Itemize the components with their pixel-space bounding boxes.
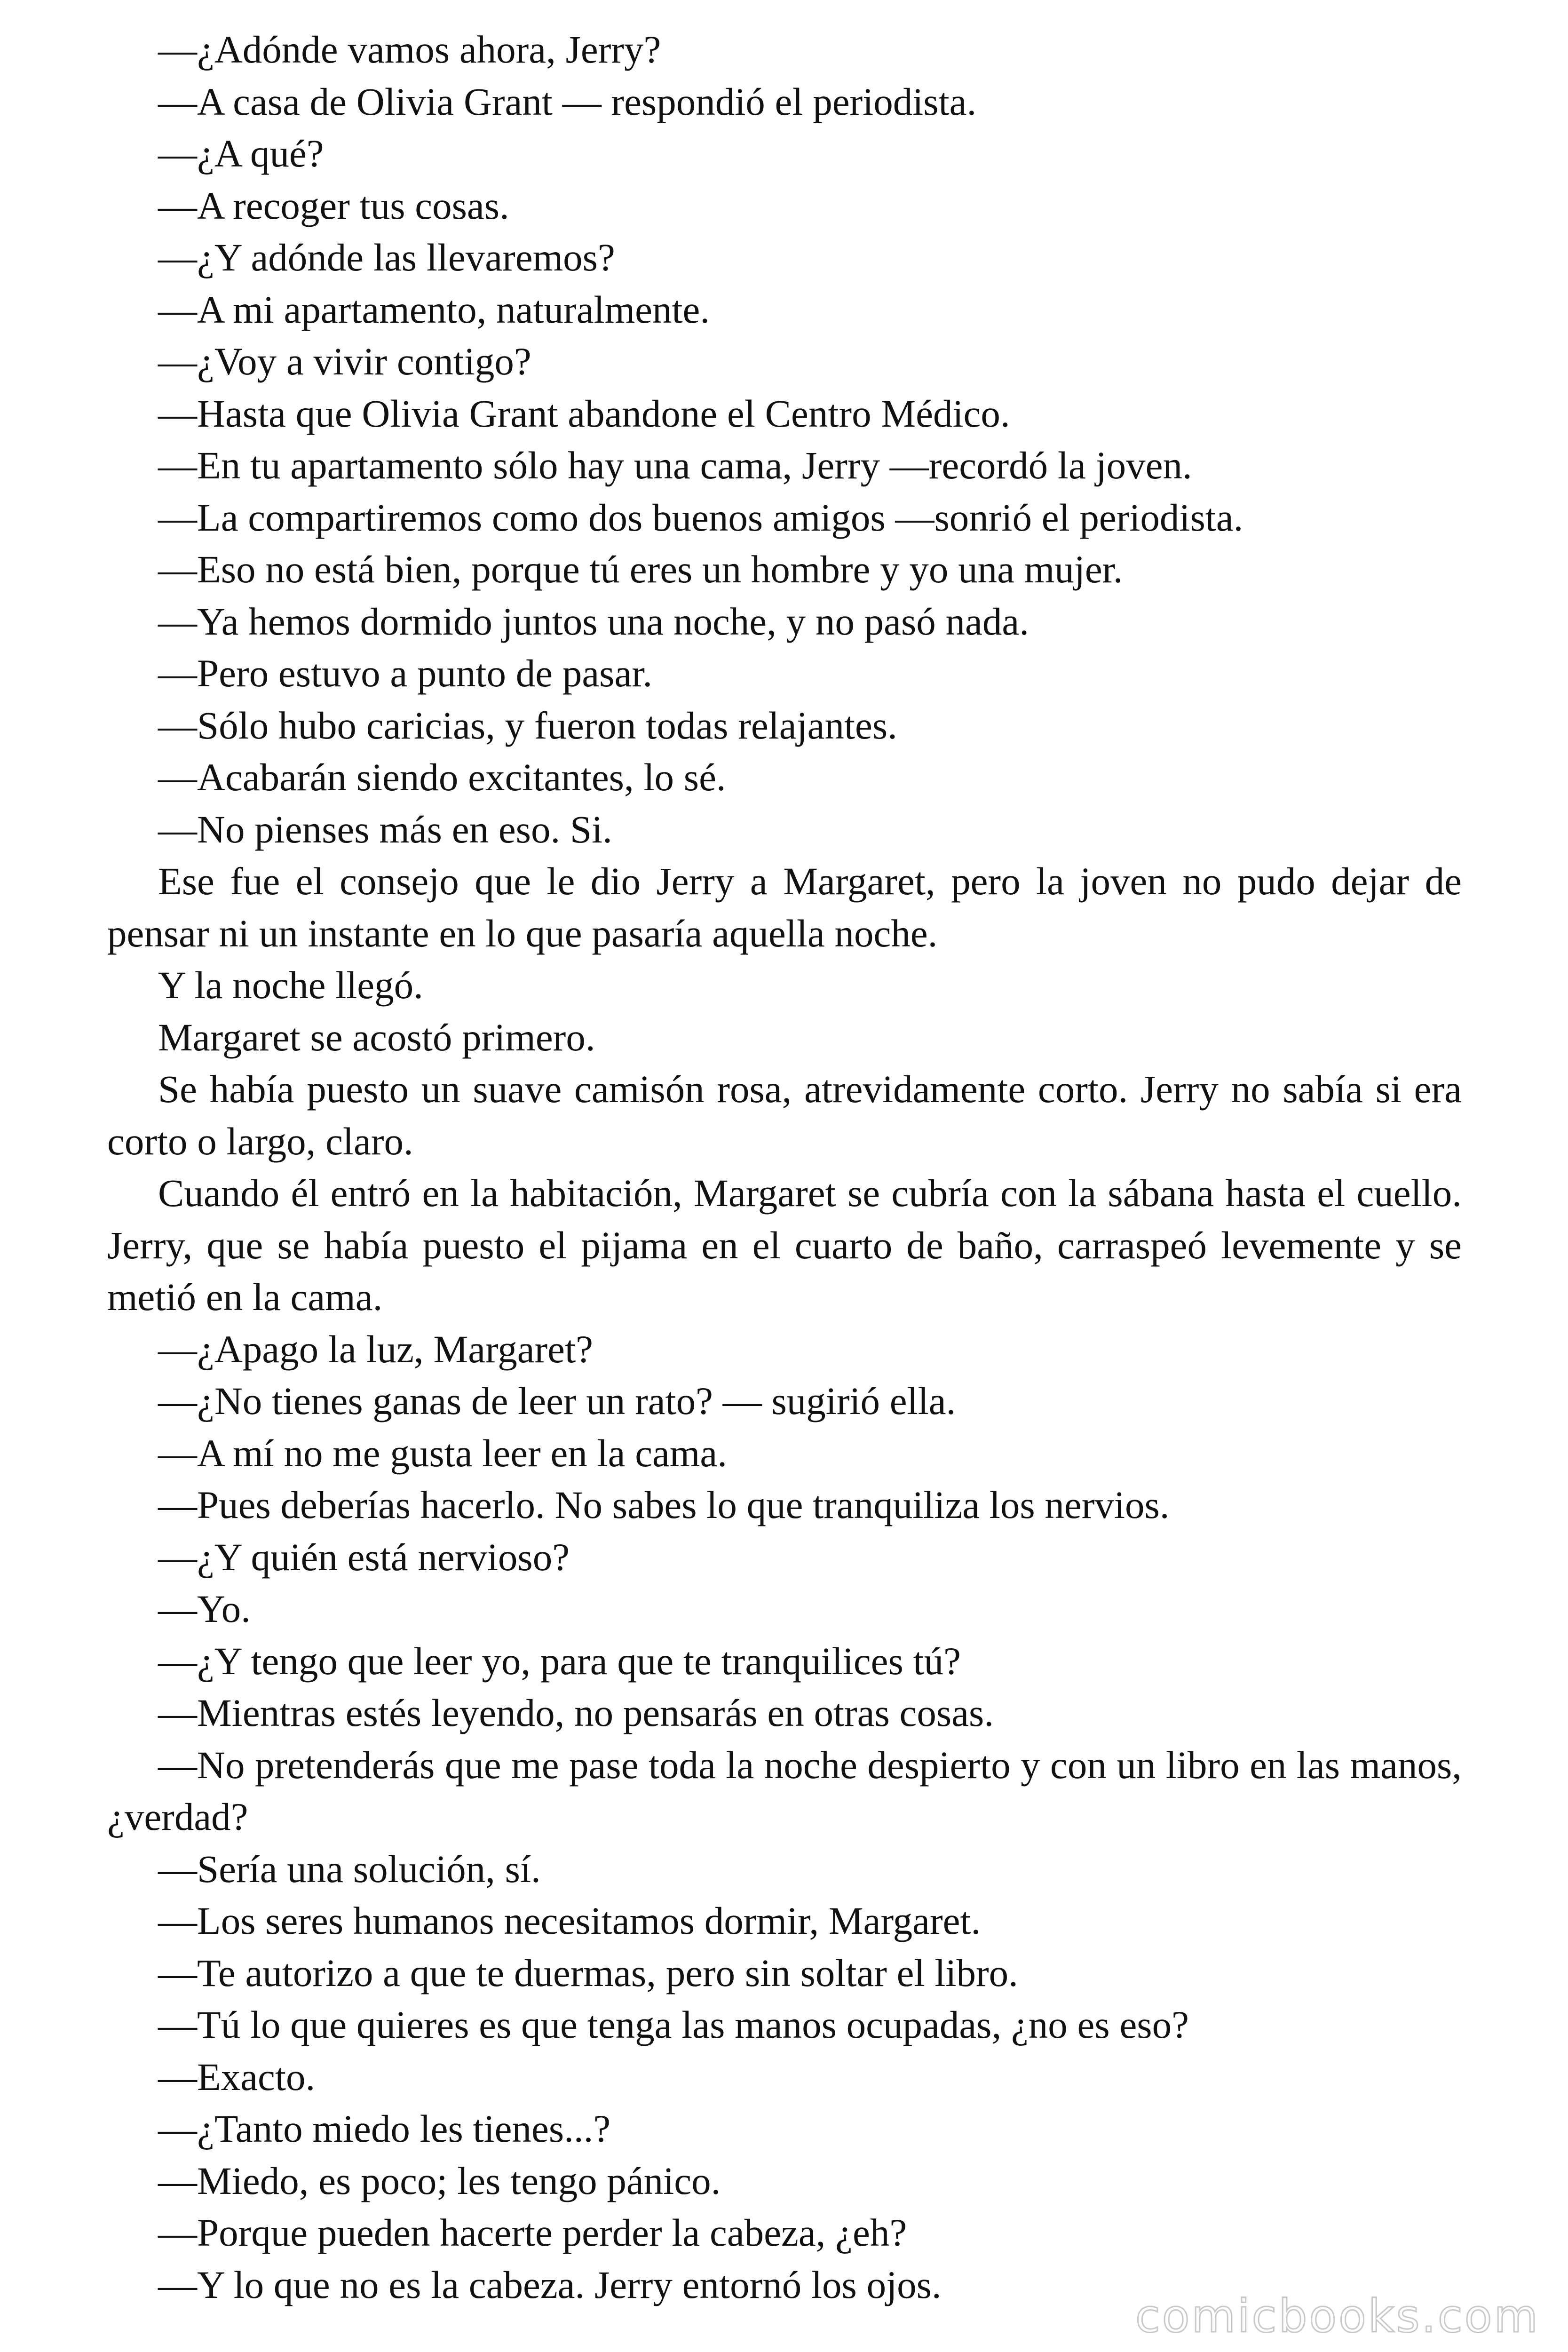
- paragraph: —¿A qué?: [158, 132, 324, 175]
- paragraph: —Te autorizo a que te duermas, pero sin soltar el libro.: [158, 1951, 1018, 1994]
- paragraph: —A recoger tus cosas.: [158, 183, 509, 227]
- paragraph: Ese fue el consejo que le dio Jerry a Margaret, pero la joven no pudo dejar de pensar ni un instante en lo que pasaría aquella noche.: [107, 859, 1462, 955]
- paragraph: Se había puesto un suave camisón rosa, atrevidamente corto. Jerry no sabía si era corto o largo, claro.: [107, 1067, 1462, 1163]
- paragraph: —¿Y tengo que leer yo, para que te tranquilices tú?: [158, 1639, 961, 1683]
- paragraph: —La compartiremos como dos buenos amigos —sonrió el periodista.: [158, 495, 1243, 539]
- paragraph: —Acabarán siendo excitantes, lo sé.: [158, 755, 726, 799]
- paragraph: —Tú lo que quieres es que tenga las manos ocupadas, ¿no es eso?: [158, 2003, 1189, 2046]
- paragraph: Margaret se acostó primero.: [158, 1015, 595, 1059]
- watermark: comicbooks.com: [1135, 2290, 1540, 2343]
- paragraph: —A mí no me gusta leer en la cama.: [158, 1431, 728, 1475]
- paragraph: —Hasta que Olivia Grant abandone el Centro Médico.: [158, 391, 1010, 435]
- paragraph: —¿No tienes ganas de leer un rato? — sugirió ella.: [158, 1379, 956, 1422]
- paragraph: —Sería una solución, sí.: [158, 1847, 541, 1891]
- paragraph: —¿Adónde vamos ahora, Jerry?: [158, 28, 661, 71]
- paragraph: —Sólo hubo caricias, y fueron todas relajantes.: [158, 703, 897, 747]
- paragraph: —Los seres humanos necesitamos dormir, Margaret.: [158, 1899, 981, 1942]
- paragraph: —A mi apartamento, naturalmente.: [158, 287, 710, 331]
- paragraph: —Pues deberías hacerlo. No sabes lo que tranquiliza los nervios.: [158, 1483, 1170, 1526]
- paragraph: —Eso no está bien, porque tú eres un hombre y yo una mujer.: [158, 548, 1123, 591]
- paragraph: —No pretenderás que me pase toda la noche despierto y con un libro en las manos, ¿verdad?: [107, 1743, 1462, 1838]
- paragraph: Y la noche llegó.: [158, 963, 423, 1007]
- paragraph: —Pero estuvo a punto de pasar.: [158, 652, 653, 695]
- page-text: [107, 24, 1462, 2311]
- paragraph: —¿Y quién está nervioso?: [158, 1535, 570, 1579]
- paragraph: —En tu apartamento sólo hay una cama, Jerry —recordó la joven.: [158, 444, 1192, 487]
- paragraph: —¿Tanto miedo les tienes...?: [158, 2107, 611, 2150]
- paragraph: Cuando él entró en la habitación, Margaret se cubría con la sábana hasta el cuello. Jerry, que se había puesto el pijama en el cuarto de baño, carraspeó levemente y se metió en la cama.: [107, 1171, 1462, 1319]
- paragraph: —¿Voy a vivir contigo?: [158, 340, 531, 383]
- paragraph: —Ya hemos dormido juntos una noche, y no pasó nada.: [158, 599, 1029, 643]
- paragraph: —No pienses más en eso. Si.: [158, 807, 612, 851]
- paragraph: —Miedo, es poco; les tengo pánico.: [158, 2159, 721, 2202]
- paragraph: —Exacto.: [158, 2055, 316, 2098]
- paragraph: —¿Apago la luz, Margaret?: [158, 1327, 593, 1371]
- paragraph: —Mientras estés leyendo, no pensarás en otras cosas.: [158, 1691, 994, 1734]
- paragraph: —Porque pueden hacerte perder la cabeza, ¿eh?: [158, 2211, 907, 2254]
- paragraph: —¿Y adónde las llevaremos?: [158, 236, 615, 279]
- paragraph: —A casa de Olivia Grant — respondió el periodista.: [158, 79, 977, 123]
- paragraph: —Yo.: [158, 1587, 251, 1630]
- paragraph: —Y lo que no es la cabeza. Jerry entornó los ojos.: [158, 2263, 942, 2306]
